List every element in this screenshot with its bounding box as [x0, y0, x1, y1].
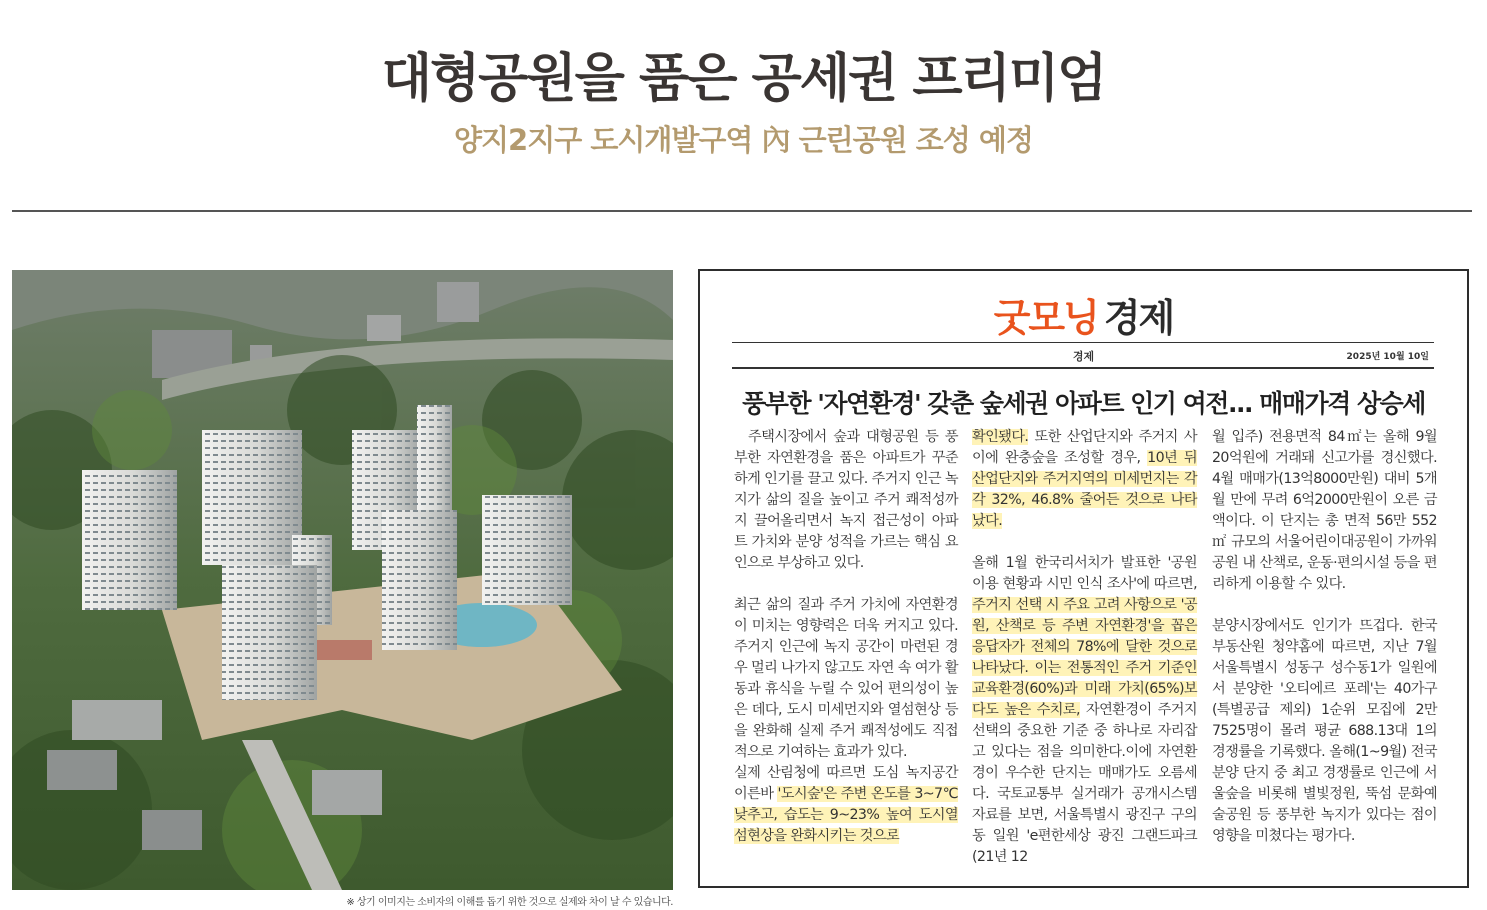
masthead-section: 경제 [1103, 296, 1174, 340]
article-paragraph: 월 입주) 전용면적 84㎡는 올해 9월 20억원에 거래돼 신고가를 경신했다. 4월 매매가(13억8000만원) 대비 5개월 만에 무려 6억2000만원이 오른 금액이다. 이 단지는 총 면적 56만 552㎡ 규모의 서울어린이대공원이 가까워 공원 내 산책로, 운동·편의시설 등을 편리하게 이용할 수 있다. [1212, 429, 1437, 592]
article-paragraph: 최근 삶의 질과 주거 가치에 자연환경이 미치는 영향력은 더욱 커지고 있다. 주거지 인근에 녹지 공간이 마련된 경우 멀리 나가지 않고도 자연 속 여가 활동과 휴식을 누릴 수 있어 편의성이 높은 데다, 도시 미세먼지와 열섬현상 등을 완화해 실제 주거 쾌적성에도 직접적으로 기여하는 효과가 있다. [734, 597, 958, 760]
text-segment: 자연환경이 주거지 선택의 중요한 기준 중 하나로 자리잡고 있다는 점을 의미한다.이에 자연환경이 우수한 단지는 매매가도 오름세다. 국토교통부 실거래가 공개시스템 자료를 보면, 서울특별시 광진구 구의동 일원 'e편한세상 광진 그랜드파크(21년 12 [972, 702, 1197, 865]
section-label: 경제 [1072, 350, 1095, 363]
newspaper-masthead [700, 287, 1467, 342]
article-paragraph [734, 763, 958, 847]
section-divider [12, 210, 1472, 212]
article-paragraph [972, 553, 1197, 868]
article-column-2 [972, 427, 1197, 868]
highlighted-text: '도시숲'은 주변 온도를 3~7℃ 낮추고, 습도는 9~23% 높여 도시열섬현상을 완화시키는 것으로 [734, 786, 958, 844]
header-rule [732, 367, 1434, 369]
article-headline: 풍부한 '자연환경' 갖춘 숲세권 아파트 인기 여전... 매매가격 상승세 [742, 389, 1425, 418]
image-disclaimer: ※ 상기 이미지는 소비자의 이해를 돕기 위한 것으로 실제와 차이 날 수 있습니다. [346, 897, 673, 908]
masthead-brand: 굿모닝 [993, 296, 1098, 340]
masthead-rule [732, 342, 1434, 343]
article-paragraph [972, 427, 1197, 532]
publish-date: 2025년 10월 10일 [1346, 352, 1429, 362]
highlighted-text: 10년 뒤 산업단지와 주거지역의 미세먼지는 각각 32%, 46.8% 줄어든 것으로 나타났다. [972, 450, 1197, 529]
text-segment: 올해 1월 한국리서치가 발표한 '공원 이용 현황과 시민 인식 조사'에 따르면, [972, 555, 1197, 592]
apartment-complex-rendering [12, 270, 673, 890]
page-title: 대형공원을 품은 공세권 프리미엄 [381, 49, 1106, 109]
text-segment: 또한 산업단지와 주거지 사이에 완충숲을 조성할 경우, [972, 429, 1197, 466]
article-paragraph: 주택시장에서 숲과 대형공원 등 풍부한 자연환경을 품은 아파트가 꾸준하게 인기를 끌고 있다. 주거지 인근 녹지가 삶의 질을 높이고 주거 쾌적성까지 끌어올리면서 녹지 접근성이 아파트 가치와 분양 성적을 가르는 핵심 요인으로 부상하고 있다. [734, 429, 958, 571]
article-paragraph: 분양시장에서도 인기가 뜨겁다. 한국부동산원 청약홈에 따르면, 지난 7월 서울특별시 성동구 성수동1가 일원에서 분양한 '오티에르 포레'는 40가구(특별공급 제외) 1순위 모집에 2만7525명이 몰려 평균 688.13대 1의 경쟁률을 기록했다. 올해(1~9월) 전국 분양 단지 중 최고 경쟁률로 인근에 서울숲을 비롯해 별빛정원, 뚝섬 문화예술공원 등 풍부한 녹지가 있다는 점이 영향을 미쳤다는 평가다. [1212, 618, 1437, 844]
page-subtitle: 양지2지구 도시개발구역 內 근린공원 조성 예정 [454, 123, 1033, 157]
aerial-render-illustration [12, 270, 673, 890]
article-column-3 [1212, 427, 1437, 847]
text-segment: 실제 산림청에 따르면 도심 녹지공간 이른바 [734, 765, 958, 802]
article-column-1 [734, 427, 958, 847]
newspaper-clipping [698, 269, 1469, 888]
highlighted-text: 확인됐다. [972, 429, 1029, 445]
highlighted-text: 주거지 선택 시 주요 고려 사항으로 '공원, 산책로 등 주변 자연환경'을 꼽은 응답자가 전체의 78%에 달한 것으로 나타났다. 이는 전통적인 주거 기준인 교육환경(60%)과 미래 가치(65%)보다도 높은 수치로, [972, 597, 1197, 718]
